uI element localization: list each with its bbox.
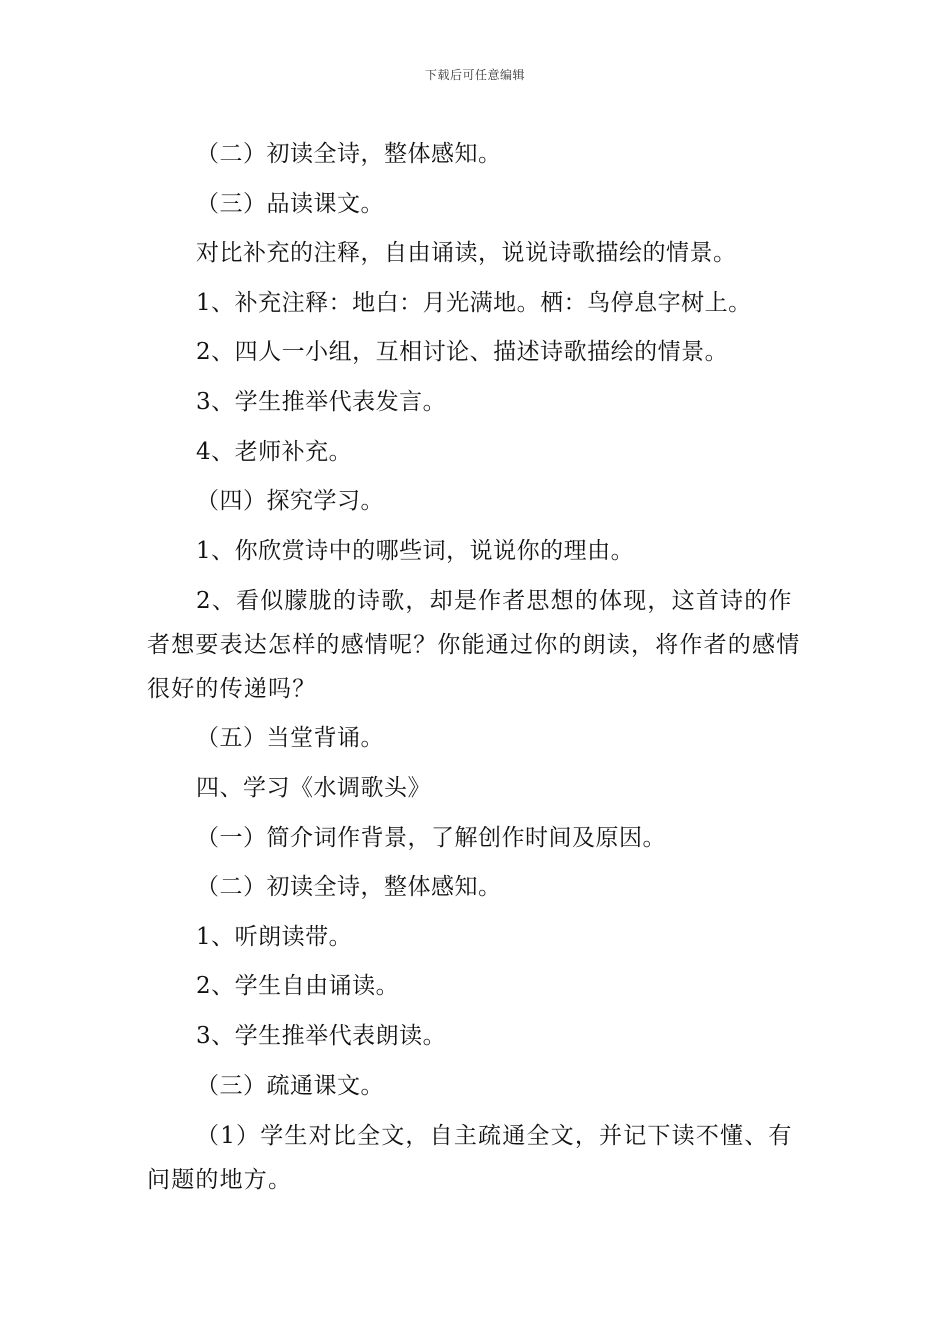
list-item-paragraph: 2、看似朦胧的诗歌，却是作者思想的体现，这首诗的作者想要表达怎样的感情呢？你能通过你的朗读，将作者的感情很好的传递吗？ bbox=[147, 588, 801, 703]
list-item: 2、学生自由诵读。 bbox=[196, 973, 400, 1000]
chapter-heading: 四、学习《水调歌头》 bbox=[196, 774, 431, 801]
section-heading: （一）简介词作背景，了解创作时间及原因。 bbox=[196, 824, 666, 851]
section-heading: （二）初读全诗，整体感知。 bbox=[196, 874, 502, 901]
list-item: 4、老师补充。 bbox=[196, 438, 353, 465]
section-heading: （二）初读全诗，整体感知。 bbox=[196, 141, 502, 167]
section-heading: （三）品读课文。 bbox=[196, 190, 384, 217]
section-heading: （四）探究学习。 bbox=[196, 488, 384, 515]
list-item-paragraph: （1）学生对比全文，自主疏通全文，并记下读不懂、有问题的地方。 bbox=[147, 1123, 793, 1194]
document-body bbox=[147, 130, 812, 1205]
page-header: 下载后可任意编辑 bbox=[424, 68, 525, 82]
list-item: 1、听朗读带。 bbox=[196, 923, 353, 950]
list-item: 3、学生推举代表朗读。 bbox=[196, 1022, 447, 1049]
section-heading: （三）疏通课文。 bbox=[196, 1072, 384, 1099]
list-item: 1、补充注释：地白：月光满地。栖：鸟停息字树上。 bbox=[196, 289, 752, 316]
list-item: 3、学生推举代表发言。 bbox=[196, 388, 447, 415]
list-item: 1、你欣赏诗中的哪些词，说说你的理由。 bbox=[196, 537, 635, 564]
section-heading: （五）当堂背诵。 bbox=[196, 725, 384, 752]
paragraph: 对比补充的注释，自由诵读，说说诗歌描绘的情景。 bbox=[196, 240, 737, 267]
list-item: 2、四人一小组，互相讨论、描述诗歌描绘的情景。 bbox=[196, 339, 729, 366]
